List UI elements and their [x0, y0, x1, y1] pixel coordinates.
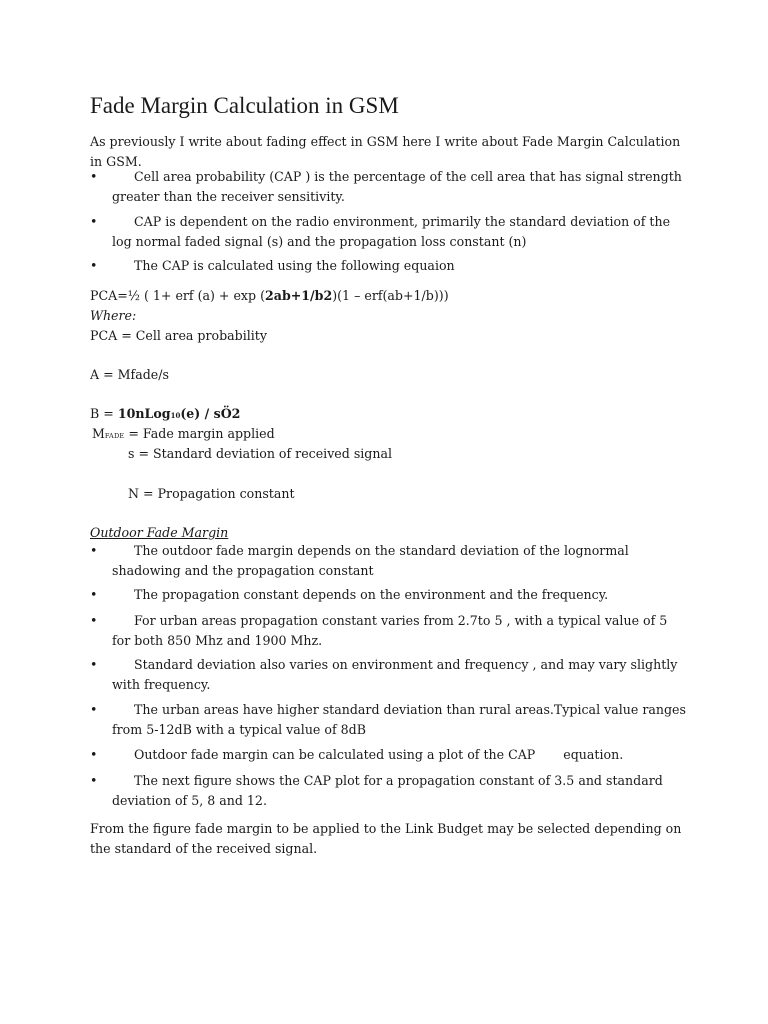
list-item [90, 771, 688, 811]
b-prefix: B = [90, 406, 118, 421]
mfade-definition [92, 424, 275, 446]
formula-suffix: )(1 – erf(ab+1/b))) [332, 288, 449, 303]
outdoor-heading: Outdoor Fade Margin [90, 525, 229, 540]
list-item [90, 611, 688, 651]
bullet-icon: • [90, 773, 98, 788]
list-item-text: The outdoor fade margin depends on the standard deviation of the lognormal shadowing and the propagation constant [112, 543, 629, 578]
list-item [90, 585, 688, 605]
list-item [90, 541, 688, 581]
list-item-text: Standard deviation also varies on environment and frequency , and may vary slightly with frequency. [112, 657, 678, 692]
pca-formula [90, 286, 449, 306]
page-title: Fade Margin Calculation in GSM [90, 93, 399, 118]
list-item-text: The next figure shows the CAP plot for a propagation constant of 3.5 and standard deviation of 5, 8 and 12. [112, 773, 663, 808]
bullet-icon: • [90, 613, 98, 628]
mfade-m: M [92, 426, 105, 441]
b-definition [90, 404, 240, 426]
list-item [90, 655, 688, 695]
pca-definition: PCA = Cell area probability [90, 328, 267, 343]
b-log-subscript: 10 [170, 411, 181, 420]
list-item-text: The propagation constant depends on the environment and the frequency. [134, 587, 609, 602]
bullet-icon: • [90, 258, 98, 273]
conclusion-paragraph: From the figure fade margin to be applied to the Link Budget may be selected depending on the standard of the received signal. [90, 821, 682, 856]
bullet-icon: • [90, 169, 98, 184]
bullet-icon: • [90, 747, 98, 762]
bullet-icon: • [90, 702, 98, 717]
list-item [90, 700, 688, 740]
list-item-text: Cell area probability (CAP ) is the percentage of the cell area that has signal strength greater than the receiver sensitivity. [112, 169, 682, 204]
bullet-icon: • [90, 657, 98, 672]
where-label: Where: [90, 308, 137, 323]
list-item-text: The urban areas have higher standard deviation than rural areas.Typical value ranges from 5-12dB with a typical value of 8dB [112, 702, 686, 737]
mfade-subscript: FADE [104, 432, 125, 440]
bullet-icon: • [90, 543, 98, 558]
b-log-term: 10nLog [117, 406, 171, 421]
a-definition: A = Mfade/s [90, 367, 169, 382]
mfade-rest: = Fade margin applied [124, 426, 275, 441]
list-item [90, 745, 688, 765]
list-item [90, 256, 688, 276]
formula-exponent: 2ab+1/b2 [265, 288, 333, 303]
list-item [90, 212, 688, 252]
formula-prefix: PCA=½ ( 1+ erf (a) + exp ( [90, 288, 266, 303]
list-item [90, 167, 688, 207]
b-log-rest: (e) / sÖ2 [180, 406, 241, 421]
n-definition: N = Propagation constant [128, 486, 295, 501]
list-item-text: For urban areas propagation constant varies from 2.7to 5 , with a typical value of 5 for both 850 Mhz and 1900 Mhz. [112, 613, 668, 648]
list-item-text: The CAP is calculated using the following equaion [134, 258, 455, 273]
list-item-text: CAP is dependent on the radio environment, primarily the standard deviation of the log normal faded signal (s) and the propagation loss constant (n) [112, 214, 671, 249]
bullet-icon: • [90, 587, 98, 602]
intro-paragraph: As previously I write about fading effect in GSM here I write about Fade Margin Calculation in GSM. [90, 134, 681, 169]
list-item-text: Outdoor fade margin can be calculated using a plot of the CAP equation. [134, 747, 624, 762]
s-definition: s = Standard deviation of received signal [128, 446, 393, 461]
bullet-icon: • [90, 214, 98, 229]
